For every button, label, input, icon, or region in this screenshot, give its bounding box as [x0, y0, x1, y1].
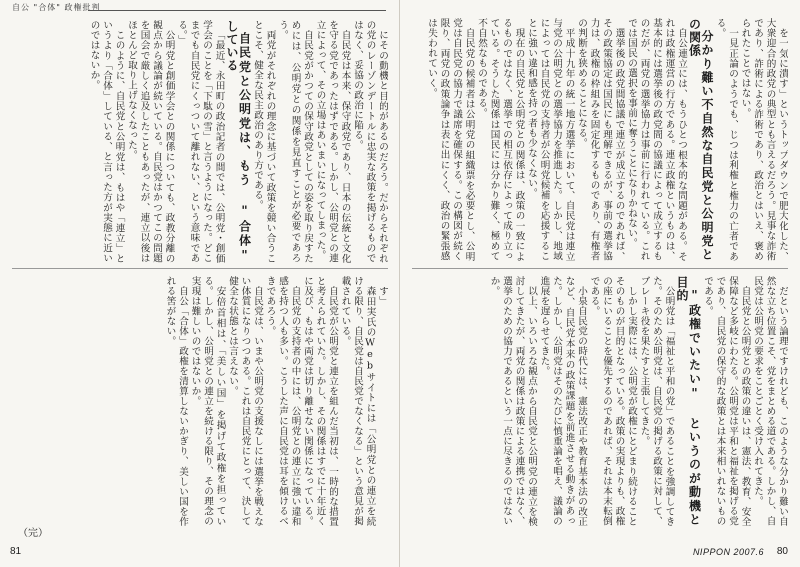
paragraph: 公明党は「福祉と平和の党」であることを強調してきた。そのため公明党は、自民党の掲げる政策に対して、ブレーキ役を果たすと主張してきた。 [638, 276, 675, 526]
paragraph: だという論理ですけれども、このような分かり難い自然な立ち位置こそ、党をまとめる道である。しかし、自民党は公明党の要求をことごとく受け入れてきた。 [752, 276, 788, 526]
paragraph: 自公「合体」政権を清算しないかぎり、美しい国を作れる筈がない。 [164, 276, 188, 526]
paragraph: 自民党の支持者の中には、公明党との連立に強い違和感を持つ人も多い。こうした声に自民党は耳を傾けるべきであろう。 [264, 276, 301, 526]
paragraph: 「最近、永田町の政治記者の間では、公明党・創価学会のことを「下駄の雪」と言うようになった。どこまでも自民党にくっついて離れない、という意味である。」 [176, 20, 225, 263]
paragraph: にその動機と目的があるのだろう。だからそれぞれの党のレーゾンデートルに忠実な政策を掲げるものではなく、妥協の政治に陥る。 [352, 20, 388, 263]
paragraph: 一見正論のようでも、じつは利権と権力の亡者である。 [714, 18, 738, 261]
paragraph: 以上、いろいろな観点から自民党と公明党の連立を検討してきたが、両党の関係は政策による連携ではなく、選挙のための協力であるという一点に尽きるのではないか。 [488, 276, 537, 526]
page-number-left: 81 [10, 546, 22, 557]
paragraph: 選挙後の政党間協議で連立が成立するのであれば、その政策協定は国民にも理解できるが、事前の選挙協力は、政権の枠組みを固定化するものであり、有権者の判断を狭めることになる。 [576, 18, 625, 261]
paragraph: しかし実際には、公明党が政権にとどまり続けることそのものが目的となっている。政策の実現よりも、政権の座にいることを優先するのであれば、それは本末転倒である。 [588, 276, 637, 526]
page-80 [400, 0, 800, 567]
issue-date: 2007.6 [733, 547, 764, 557]
paragraph: 自民党の候補者は公明党の組織票を必要とし、公明党は自民党の協力で議席を確保する。この構図が続く限り、両党の政策論争は表に出にくく、政治の緊張感は失われていく。 [426, 18, 475, 261]
paragraph: 現在の自民党と公明党との関係は、政策の一致によるものではなく、選挙での相互依存によって成り立っている。そうした関係は国民には分かり難く、極めて不自然なものである。 [476, 18, 525, 261]
paragraph: す」 [377, 285, 388, 306]
paragraph: 小泉自民党の時代には、憲法改正や教育基本法の改正など、自民党本来の政策課題を前進させる動きがあった。しかし、公明党はそのたびに慎重論を唱え、議論の進展を遅らせてきた。 [538, 276, 587, 526]
section-heading: 自民党と公明党は、もう "合体" している [225, 20, 252, 263]
end-mark: （完） [18, 528, 48, 539]
column-rule [12, 268, 388, 269]
paragraph: このように、自民党と公明党は、もはや「連立」というより「合体」している、と言った方が実態に近いのではないか。 [88, 20, 125, 263]
page-number-right: 80 [776, 546, 788, 557]
paragraph: 安倍首相は、「美しい国」を掲げて政権を担っている。しかし、公明党との連立を続ける限り、その理念の実現は難しいのではないか。 [189, 276, 226, 526]
magazine-footer [693, 547, 764, 557]
paragraph: 自民党がかつての保守政党としての姿を取り戻すためには、公明党との関係を見直すことが必要であろう。 [277, 20, 313, 263]
right-lower-column [412, 276, 788, 526]
paragraph: 自民党と公明党との政策の違いは、憲法、教育、安全保障など多岐にわたる。公明党は平和と福祉を掲げる党であり、自民党の保守的な政策とは本来相いれないものである。 [702, 276, 751, 526]
paragraph: 自民党は本来、保守政党であり、日本の伝統と文化を守る党であったはずである。しかし、公明党との連立によって、その立場はあいまいになってしまった。 [314, 20, 351, 263]
paragraph: 自民党は、いまや公明党の支援なしには選挙を戦えない体質になりつつある。これは自民党にとって、決して健全な状態とは言えない。 [227, 276, 263, 526]
paragraph: を一気に潰す」というトップダウンで肥大化した、大衆迎合的政党の典型とも言えるだろう。見事な詐術であり、詐術による詐術であり、政治とはいえ、褒められたことではない。 [739, 18, 788, 261]
magazine-name: NIPPON [692, 547, 731, 557]
left-lower-column [12, 276, 388, 526]
right-upper-column [412, 18, 788, 261]
paragraph: 森田実氏のWebサイトには「公明党との連立を続ける限り、自民党は自民党でなくなる」という意見が掲載されている。 [339, 276, 376, 526]
paragraph: 自公連立には、もうひとつ根本的な問題がある。それは政権運営の行方である。連立政権というものは、基本的には選挙後の政党間の協議によって成立するものだが、両党の選挙協力は事前に行われている。これでは国民の選択を事前に奪うことになりかねない。 [626, 18, 687, 261]
running-head: 自公 "合体" 政権批判 [12, 3, 101, 12]
left-upper-column [12, 20, 388, 263]
header-rule [88, 10, 386, 11]
column-rule [412, 268, 788, 269]
section-heading: 分かり難い不自然な自民党と公明党との関係 [687, 18, 714, 261]
section-heading: "政権でいたい" というのが動機と目的 [675, 276, 702, 526]
paragraph: 両党がそれぞれの理念に基づいて政策を競い合うことこそ、健全な民主政治のあり方である。 [252, 20, 276, 263]
paragraph: 自民党が公明党と連立を組んだ当初は、一時的な措置と考えられていた。しかし、その関係はすでに十年近くに及び、もはや両党は切り離せない関係になっている。 [302, 276, 338, 526]
paragraph: 公明党と創価学会との関係についても、政教分離の観点から議論が続いている。自民党はかつてこの問題を国会で厳しく追及したこともあったが、連立以後はほとんど取り上げなくなった。 [126, 20, 175, 263]
paragraph: 平成十九年の統一地方選挙において、自民党は連立与党の公明党との選挙協力を推進した。しかし、地域によっては自民党の支持者が公明党候補を応援することに強い違和感を持つ者も少なくない。 [526, 18, 575, 261]
